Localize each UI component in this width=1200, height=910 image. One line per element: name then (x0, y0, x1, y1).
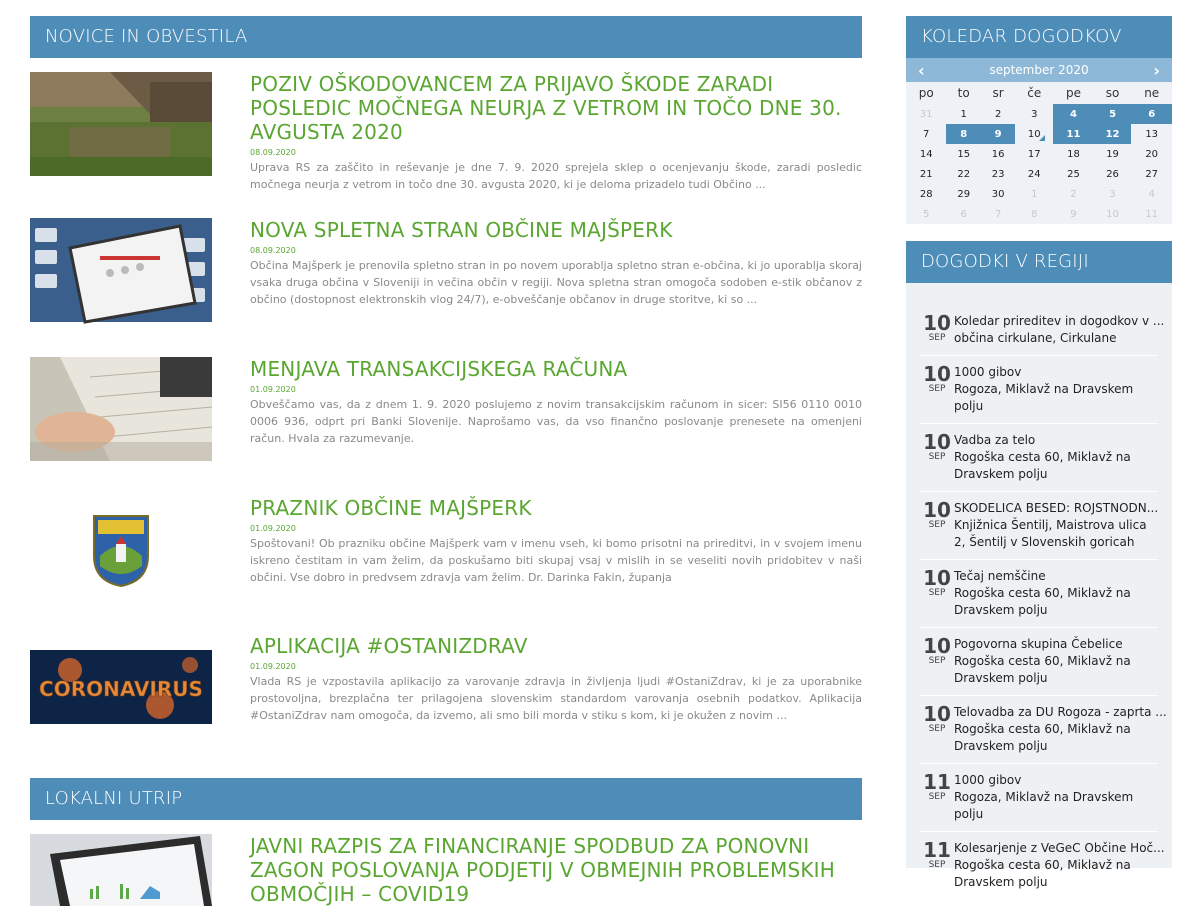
news-section-header: NOVICE IN OBVESTILA (30, 16, 862, 58)
event-title[interactable]: Kolesarjenje z VeGeC Občine Hoč... (954, 841, 1165, 855)
event-title[interactable]: SKODELICA BESED: ROJSTNODN... (954, 501, 1159, 515)
news-thumbnail-coronavirus[interactable] (30, 650, 212, 724)
calendar-day[interactable]: 17 (1027, 148, 1041, 160)
weekday-label: to (957, 86, 970, 100)
calendar-day[interactable]: 19 (1106, 148, 1119, 160)
news-date: 01.09.2020 (250, 662, 296, 671)
event-item[interactable] (920, 311, 1165, 356)
local-section-header: LOKALNI UTRIP (30, 778, 862, 820)
calendar-day-event[interactable]: 9 (981, 124, 1015, 144)
event-item[interactable] (920, 838, 1165, 900)
calendar-day[interactable]: 24 (1027, 168, 1041, 180)
event-item[interactable] (920, 702, 1167, 764)
svg-text:CORONAVIRUS: CORONAVIRUS (39, 677, 203, 701)
event-info (954, 313, 1164, 347)
event-location: Rogoza, Miklavž na Dravskem polju (954, 790, 1134, 821)
main-column (30, 16, 862, 906)
calendar-grid (906, 82, 1172, 224)
calendar-day[interactable]: 25 (1067, 168, 1080, 180)
event-info (954, 636, 1158, 687)
calendar-month-label: september 2020 (989, 63, 1089, 77)
events-list (906, 283, 1172, 889)
news-title[interactable]: JAVNI RAZPIS ZA FINANCIRANJE SPODBUD ZA PONOVNI ZAGON POSLOVANJA PODJETIJ V OBMEJNIH PROBLEMSKIH OBMOČJIH – COVID19 (250, 834, 836, 906)
event-title[interactable]: 1000 gibov (954, 365, 1022, 379)
event-date: 11 SEP (923, 838, 951, 870)
event-item[interactable] (920, 568, 1158, 628)
event-info (954, 772, 1158, 823)
event-location: Rogoška cesta 60, Miklavž na Dravskem polju (954, 654, 1131, 685)
chevron-right-icon[interactable]: › (1153, 60, 1160, 80)
calendar-day[interactable]: 28 (919, 188, 933, 200)
calendar-day[interactable]: 20 (1145, 148, 1159, 160)
sidebar (906, 16, 1172, 889)
news-title[interactable]: POZIV OŠKODOVANCEM ZA PRIJAVO ŠKODE ZARADI POSLEDIC MOČNEGA NEURJA Z VETROM IN TOČO DNE 30. AVGUSTA 2020 (250, 72, 842, 144)
weekday-label: ne (1144, 86, 1160, 100)
calendar-day[interactable]: 21 (919, 168, 933, 180)
event-location: občina cirkulane, Cirkulane (954, 331, 1117, 345)
news-body (250, 834, 862, 906)
event-date: 10 SEP (923, 702, 951, 734)
calendar-week (906, 204, 1172, 224)
news-body (250, 218, 862, 308)
event-item[interactable] (920, 364, 1158, 424)
calendar-week (906, 164, 1172, 184)
news-title[interactable]: APLIKACIJA #OSTANIZDRAV (250, 634, 528, 658)
event-title[interactable]: Tečaj nemščine (954, 569, 1046, 583)
event-item[interactable] (920, 432, 1158, 492)
calendar-day-event[interactable]: 8 (946, 124, 980, 144)
calendar-day[interactable]: 31 (919, 108, 933, 120)
event-location: Rogoška cesta 60, Miklavž na Dravskem polju (954, 858, 1131, 889)
calendar-day[interactable]: 5 (923, 208, 930, 220)
calendar-day[interactable]: 9 (1070, 208, 1077, 220)
news-thumbnail-laptop[interactable] (30, 834, 212, 906)
calendar-day[interactable]: 3 (1031, 108, 1038, 120)
calendar-day[interactable]: 4 (1148, 188, 1155, 200)
event-item[interactable] (920, 636, 1158, 696)
calendar-day[interactable]: 29 (957, 188, 971, 200)
news-title[interactable]: NOVA SPLETNA STRAN OBČINE MAJŠPERK (250, 218, 673, 242)
weekday-label: pe (1065, 86, 1081, 100)
news-body (250, 72, 862, 193)
news-thumbnail-coat-of-arms[interactable] (30, 496, 212, 600)
event-info (954, 364, 1158, 415)
event-date: 10 SEP (923, 566, 951, 598)
calendar-day[interactable]: 18 (1067, 148, 1080, 160)
event-title[interactable]: Pogovorna skupina Čebelice (954, 637, 1123, 651)
event-date: 10 SEP (923, 498, 951, 530)
calendar-day[interactable]: 6 (960, 208, 967, 220)
calendar-day[interactable]: 30 (991, 188, 1005, 200)
event-title[interactable]: Koledar prireditev in dogodkov v ... (954, 314, 1165, 328)
weekday-label: če (1027, 86, 1042, 100)
news-title[interactable]: PRAZNIK OBČINE MAJŠPERK (250, 496, 532, 520)
calendar-day[interactable]: 1 (960, 108, 967, 120)
event-location: Knjižnica Šentilj, Maistrova ulica 2, Šentilj v Slovenskih goricah (954, 518, 1147, 549)
calendar-nav (906, 58, 1172, 82)
calendar-day-today[interactable]: 10 (1015, 124, 1053, 144)
calendar-header: KOLEDAR DOGODKOV (906, 16, 1172, 58)
event-info (954, 568, 1158, 619)
calendar-day[interactable]: 14 (919, 148, 933, 160)
calendar-day[interactable]: 2 (994, 108, 1002, 120)
news-excerpt: Uprava RS za zaščito in reševanje je dne 7. 9. 2020 sprejela sklep o ocenjevanju škode, zaradi posledic močnega neurja z vetrom in točo dne 30. avgusta 2020, ki je deloma prizadelo tudi Občino ... (250, 161, 862, 191)
news-date: 01.09.2020 (250, 524, 296, 533)
calendar-day[interactable]: 7 (923, 128, 930, 140)
event-date: 10 SEP (923, 634, 951, 666)
event-date: 10 SEP (923, 430, 951, 462)
news-date: 01.09.2020 (250, 385, 296, 394)
event-date: 11 SEP (923, 770, 951, 802)
event-location: Rogoza, Miklavž na Dravskem polju (954, 382, 1134, 413)
calendar-day[interactable]: 11 (1145, 208, 1159, 220)
calendar-week (906, 124, 1172, 144)
event-info (954, 704, 1167, 755)
event-info (954, 432, 1158, 483)
event-location: Rogoška cesta 60, Miklavž na Dravskem polju (954, 722, 1131, 753)
news-date: 08.09.2020 (250, 148, 296, 157)
calendar-day-event[interactable]: 4 (1053, 104, 1094, 124)
coat-of-arms-icon (30, 496, 212, 600)
calendar-day[interactable]: 16 (991, 148, 1005, 160)
news-thumbnail-phone[interactable] (30, 218, 212, 322)
news-thumbnail-finance[interactable] (30, 357, 212, 461)
calendar-day-event[interactable]: 11 (1053, 124, 1094, 144)
calendar-day[interactable]: 15 (957, 148, 971, 160)
event-location: Rogoška cesta 60, Miklavž na Dravskem polju (954, 450, 1131, 481)
event-info (954, 840, 1164, 891)
calendar-day[interactable]: 8 (1031, 208, 1038, 220)
news-excerpt: Občina Majšperk je prenovila spletno stran in po novem uporablja spletno stran e-občina, ki jo uporablja skoraj vsaka druga občina v Sloveniji in večina občin v regiji. Nova spletna stran omogoča sodoben e-stik občanov z občino (dostopnost elektronskih vlog 24/7), e-obveščanje občanov in druge storitve, ki so ... (250, 259, 862, 306)
calendar-weekdays (906, 82, 1172, 104)
calendar-week (906, 144, 1172, 164)
calendar-day[interactable]: 10 (1106, 208, 1119, 220)
calendar-day[interactable]: 13 (1145, 128, 1159, 140)
calendar-day[interactable]: 1 (1031, 188, 1038, 200)
weekday-label: sr (992, 86, 1004, 100)
calendar-day[interactable]: 2 (1070, 188, 1077, 200)
event-title[interactable]: Vadba za telo (954, 433, 1036, 447)
weekday-label: po (918, 86, 934, 100)
news-body (250, 496, 862, 586)
news-body (250, 634, 862, 724)
calendar-week (906, 104, 1172, 124)
calendar-day[interactable]: 22 (957, 168, 971, 180)
event-title[interactable]: Telovadba za DU Rogoza - zaprta ... (954, 705, 1167, 719)
calendar-day[interactable]: 7 (994, 208, 1002, 220)
event-date: 10 SEP (923, 311, 951, 343)
news-body (250, 357, 862, 447)
news-excerpt: Vlada RS je vzpostavila aplikacijo za varovanje zdravja in življenja ljudi #OstaniZdrav, ki je za uporabnike prostovoljna, brezplačna ter prilagojena slovenskim standardom varovanja osebnih podatkov. Aplikacija #OstaniZdrav nam omogoča, da izvemo, ali smo bili morda v stiku s kom, ki je okužen z novim ... (250, 675, 862, 722)
weekday-label: so (1105, 86, 1120, 100)
calendar-week (906, 184, 1172, 204)
event-item[interactable] (920, 772, 1158, 832)
calendar-day[interactable]: 23 (991, 168, 1005, 180)
chevron-left-icon[interactable]: ‹ (918, 60, 925, 80)
calendar-day-event[interactable]: 12 (1094, 124, 1132, 144)
event-info (954, 500, 1158, 551)
event-title[interactable]: 1000 gibov (954, 773, 1022, 787)
calendar-day-event[interactable]: 6 (1131, 104, 1172, 124)
event-item[interactable] (920, 500, 1158, 560)
event-calendar (906, 58, 1172, 224)
calendar-day[interactable]: 3 (1109, 188, 1116, 200)
event-date: 10 SEP (923, 362, 951, 394)
event-location: Rogoška cesta 60, Miklavž na Dravskem polju (954, 586, 1131, 617)
news-excerpt: Spoštovani! Ob prazniku občine Majšperk vam v imenu vseh, ki bomo prisotni na prireditvi, in v svojem imenu iskreno čestitam in vam želim, da poskušamo biti skupaj vsaj v mislih in se veseliti novih pridobitev v naši občini. Vse dobro in predvsem zdravja vam želim. Dr. Darinka Fakin, županja (250, 537, 862, 584)
news-title[interactable]: MENJAVA TRANSAKCIJSKEGA RAČUNA (250, 357, 628, 381)
calendar-day-event[interactable]: 5 (1094, 104, 1132, 124)
news-date: 08.09.2020 (250, 246, 296, 255)
events-header: DOGODKI V REGIJI (906, 241, 1172, 283)
news-excerpt: Obveščamo vas, da z dnem 1. 9. 2020 poslujemo z novim transakcijskim računom in sicer: SI56 0110 0010 0006 936, odprt pri Banki Slovenije. Naprošamo vas, da vso finančno poslovanje prenesete na omenjeni račun. Hvala za razumevanje. (250, 398, 862, 445)
news-thumbnail-garden[interactable] (30, 72, 212, 176)
calendar-day[interactable]: 26 (1106, 168, 1119, 180)
calendar-day[interactable]: 27 (1145, 168, 1159, 180)
